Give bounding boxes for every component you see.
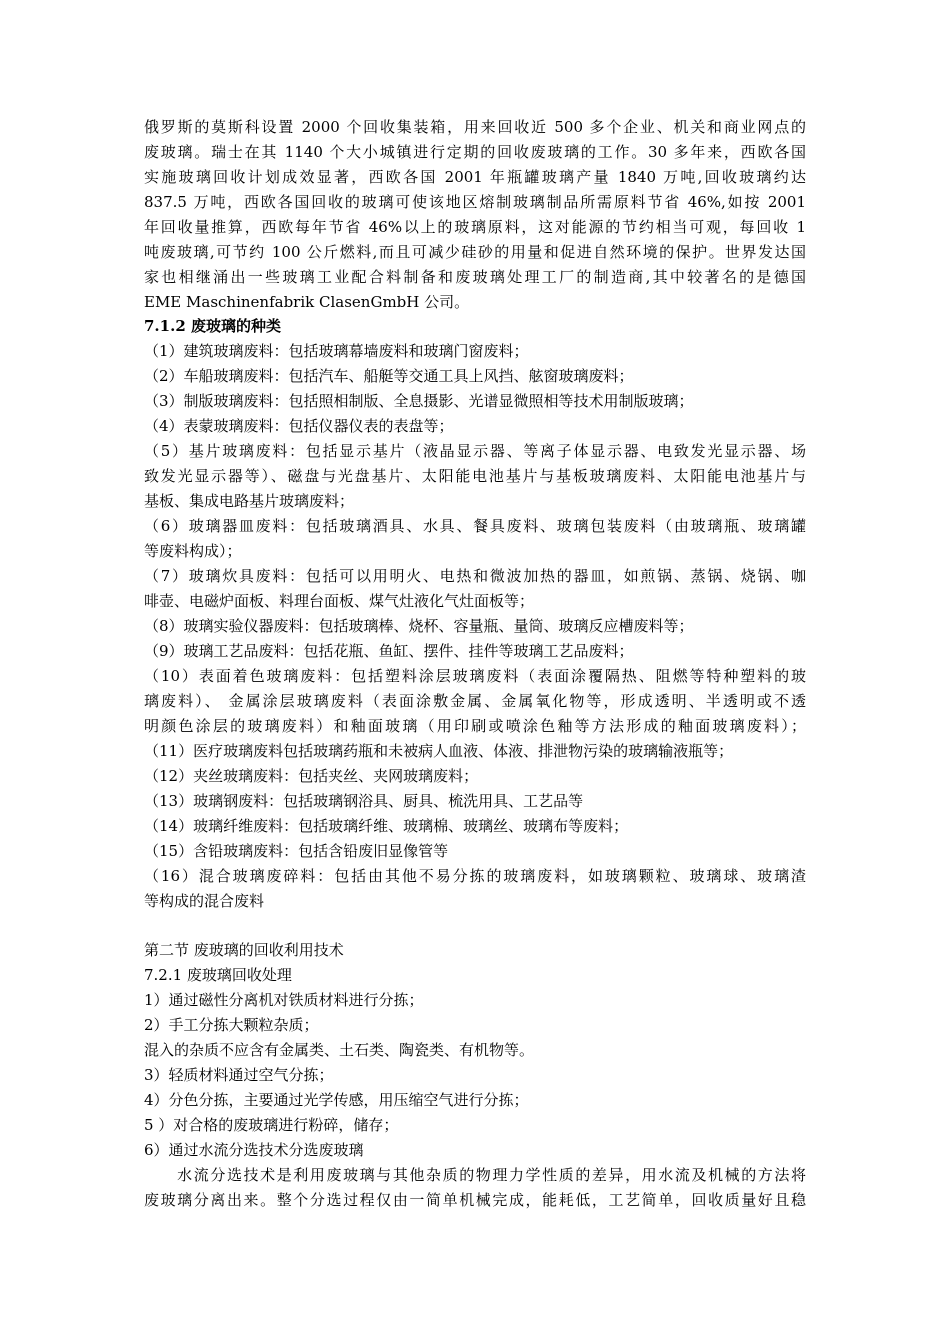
intro-line: EME Maschinenfabrik ClasenGmbH 公司。 bbox=[144, 293, 470, 311]
list-item: 明颜色涂层的玻璃废料）和釉面玻璃（用印刷或喷涂色釉等方法形成的釉面玻璃废料）； bbox=[144, 717, 806, 735]
subsection-heading: 7.2.1 废玻璃回收处理 bbox=[144, 966, 292, 984]
list-item: 璃废料）、 金属涂层玻璃废料（表面涂敷金属、金属氧化物等，形成透明、半透明或不透 bbox=[144, 692, 806, 710]
step-item: 6）通过水流分选技术分选废玻璃 bbox=[144, 1141, 364, 1159]
section-heading: 7.1.2 废玻璃的种类 bbox=[144, 317, 281, 335]
list-item: （15）含铅玻璃废料：包括含铅废旧显像管等 bbox=[144, 842, 449, 860]
list-item: （7）玻璃炊具废料：包括可以用明火、电热和微波加热的器皿，如煎锅、蒸锅、烧锅、咖 bbox=[144, 567, 806, 585]
paragraph-line: 水流分选技术是利用废玻璃与其他杂质的物理力学性质的差异，用水流及机械的方法将 bbox=[144, 1166, 806, 1184]
list-item: （14）玻璃纤维废料：包括玻璃纤维、玻璃棉、玻璃丝、玻璃布等废料； bbox=[144, 817, 629, 835]
step-item: 混入的杂质不应含有金属类、土石类、陶瓷类、有机物等。 bbox=[144, 1041, 535, 1059]
list-item: （5）基片玻璃废料：包括显示基片（液晶显示器、等离子体显示器、电致发光显示器、场 bbox=[144, 442, 806, 460]
list-item: （11）医疗玻璃废料包括玻璃药瓶和未被病人血液、体液、排泄物污染的玻璃输液瓶等； bbox=[144, 742, 734, 760]
list-item: （9）玻璃工艺品废料：包括花瓶、鱼缸、摆件、挂件等玻璃工艺品废料； bbox=[144, 642, 634, 660]
step-item: 1）通过磁性分离机对铁质材料进行分拣； bbox=[144, 991, 424, 1009]
list-item: 等构成的混合废料 bbox=[144, 892, 265, 910]
step-item: 3）轻质材料通过空气分拣； bbox=[144, 1066, 334, 1084]
list-item: 啡壶、电磁炉面板、料理台面板、煤气灶液化气灶面板等； bbox=[144, 592, 535, 610]
intro-line: 俄罗斯的莫斯科设置 2000 个回收集装箱，用来回收近 500 多个企业、机关和商业网点的 bbox=[144, 118, 806, 136]
list-item: （10）表面着色玻璃废料：包括塑料涂层玻璃废料（表面涂覆隔热、阻燃等特种塑料的玻 bbox=[144, 667, 806, 685]
intro-line: 家也相继涌出一些玻璃工业配合料制备和废玻璃处理工厂的制造商,其中较著名的是德国 bbox=[144, 268, 806, 286]
list-item: （16）混合玻璃废碎料：包括由其他不易分拣的玻璃废料，如玻璃颗粒、玻璃球、玻璃渣 bbox=[144, 867, 806, 885]
list-item: （13）玻璃钢废料：包括玻璃钢浴具、厨具、梳洗用具、工艺品等 bbox=[144, 792, 584, 810]
step-item: 4）分色分拣，主要通过光学传感，用压缩空气进行分拣； bbox=[144, 1091, 529, 1109]
list-item: （1）建筑玻璃废料：包括玻璃幕墙废料和玻璃门窗废料； bbox=[144, 342, 529, 360]
intro-line: 吨废玻璃,可节约 100 公斤燃料,而且可减少硅砂的用量和促进自然环境的保护。世界发达国 bbox=[144, 243, 806, 261]
list-item: 基板、集成电路基片玻璃废料； bbox=[144, 492, 355, 510]
step-item: 2）手工分拣大颗粒杂质； bbox=[144, 1016, 319, 1034]
list-item: （4）表蒙玻璃废料：包括仪器仪表的表盘等； bbox=[144, 417, 454, 435]
intro-line: 837.5 万吨，西欧各国回收的玻璃可使该地区熔制玻璃制品所需原料节省 46%,如按 2001 bbox=[144, 193, 806, 211]
list-item: 致发光显示器等）、磁盘与光盘基片、太阳能电池基片与基板玻璃废料、太阳能电池基片与 bbox=[144, 467, 806, 485]
list-item: （8）玻璃实验仪器废料：包括玻璃棒、烧杯、容量瓶、量筒、玻璃反应槽废料等； bbox=[144, 617, 694, 635]
list-item: （2）车船玻璃废料：包括汽车、船艇等交通工具上风挡、舷窗玻璃废料； bbox=[144, 367, 634, 385]
intro-line: 实施玻璃回收计划成效显著，西欧各国 2001 年瓶罐玻璃产量 1840 万吨,回收玻璃约达 bbox=[144, 168, 806, 186]
list-item: 等废料构成）； bbox=[144, 542, 242, 560]
step-item: 5 ）对合格的废玻璃进行粉碎，储存； bbox=[144, 1116, 399, 1134]
list-item: （6）玻璃器皿废料：包括玻璃酒具、水具、餐具废料、玻璃包装废料（由玻璃瓶、玻璃罐 bbox=[144, 517, 806, 535]
list-item: （3）制版玻璃废料：包括照相制版、全息摄影、光谱显微照相等技术用制版玻璃； bbox=[144, 392, 694, 410]
list-item: （12）夹丝玻璃废料：包括夹丝、夹网玻璃废料； bbox=[144, 767, 479, 785]
intro-line: 年回收量推算，西欧每年节省 46%以上的玻璃原料，这对能源的节约相当可观，每回收 1 bbox=[144, 218, 806, 236]
intro-line: 废玻璃。瑞士在其 1140 个大小城镇进行定期的回收废玻璃的工作。30 多年来，西欧各国 bbox=[144, 143, 806, 161]
section-title: 第二节 废玻璃的回收利用技术 bbox=[144, 941, 344, 959]
paragraph-line: 废玻璃分离出来。整个分选过程仅由一简单机械完成，能耗低，工艺简单，回收质量好且稳 bbox=[144, 1191, 806, 1209]
